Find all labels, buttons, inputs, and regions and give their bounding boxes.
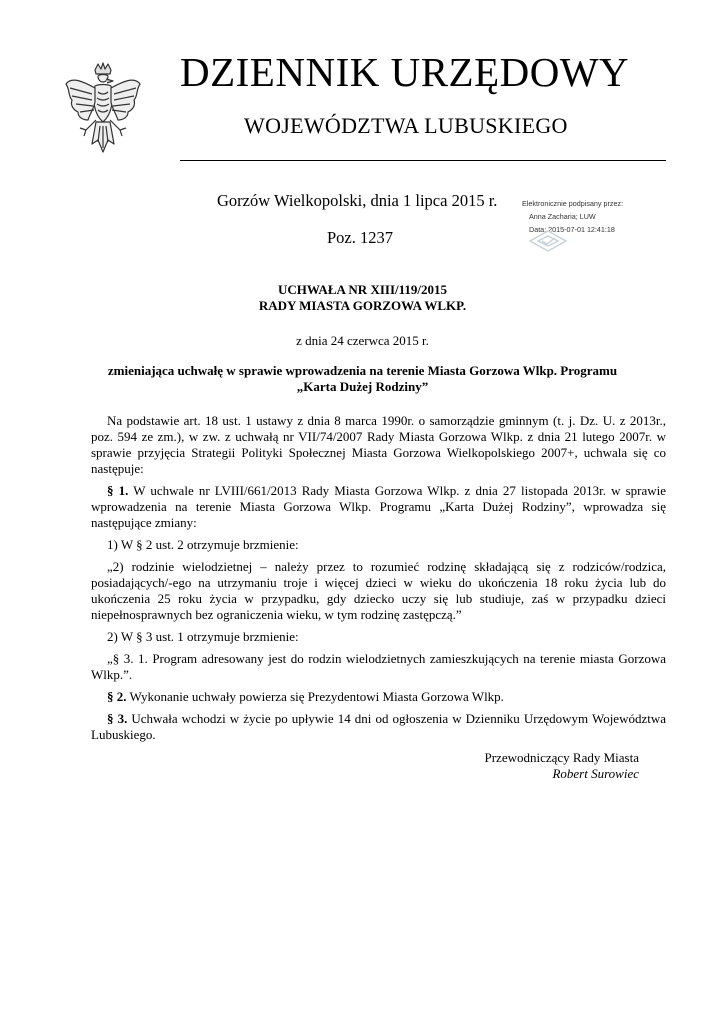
paragraph-3-label: § 3. [107,711,128,726]
paragraph-1-label: § 1. [107,483,129,498]
resolution-date: z dnia 24 czerwca 2015 r. [296,333,429,348]
resolution-number: UCHWAŁA NR XIII/119/2015 [277,282,448,297]
change-2-text: „§ 3. 1. Program adresowany jest do rodzin wielodzietnych zamieszkujących na terenie miasta Gorzowa Wlkp.”. [91,651,666,682]
journal-title: DZIENNIK URZĘDOWY [180,49,630,95]
change-2-intro: 2) W § 3 ust. 1 otrzymuje brzmienie: [107,629,299,644]
paragraph-1 [91,483,666,531]
paragraph-3 [91,711,666,743]
signatory-name: Robert Surowiec [552,766,639,781]
paragraph-3-text: Uchwała wchodzi w życie po upływie 14 dni od ogłoszenia w Dzienniku Urzędowym Województwa Lubuskiego. [91,711,666,742]
resolution-subject-line1: zmieniająca uchwałę w sprawie wprowadzenia na terenie Miasta Gorzowa Wlkp. Programu [107,363,618,378]
position-number: Poz. 1237 [327,228,393,247]
resolution-subject-line2: „Karta Dużej Rodziny” [296,379,429,394]
paragraph-2-label: § 2. [107,689,127,704]
paragraph-2-text: Wykonanie uchwały powierza się Prezydentowi Miasta Gorzowa Wlkp. [126,689,504,704]
resolution-content [91,413,666,749]
signatory-block [380,750,639,782]
change-1-intro: 1) W § 2 ust. 2 otrzymuje brzmienie: [107,537,299,552]
e-signature-label: Elektronicznie podpisany przez: [522,199,624,208]
e-signature-signer: Anna Zacharia; LUW [529,212,596,221]
resolution-heading [60,282,665,314]
polish-eagle-emblem-icon [62,62,144,162]
resolution-subject [60,363,665,395]
header-divider [180,160,666,161]
signatory-role: Przewodniczący Rady Miasta [484,750,639,765]
change-1-text: „2) rodzinie wielodzietnej – należy przez to rozumieć rodzinę składającą się z rodziców/rodzica, posiadających/-ego na utrzymaniu troje i więcej dzieci w wieku do ukończenia 18 roku życia lub do ukończenia 25 roku życia w przypadku, gdy dziecko uczy się lub studiuje, zaś w przypadku dzieci niepełnosprawnych bez ograniczenia wieku, w tym rodzinę zastępczą.” [91,559,666,622]
place-and-date: Gorzów Wielkopolski, dnia 1 lipca 2015 r. [217,191,498,210]
e-signature-date: Data: 2015-07-01 12:41:18 [529,225,615,234]
journal-subtitle: WOJEWÓDZTWA LUBUSKIEGO [244,113,568,138]
preamble-paragraph: Na podstawie art. 18 ust. 1 ustawy z dnia 8 marca 1990r. o samorządzie gminnym (t. j. Dz. U. z 2013r., poz. 594 ze zm.), w zw. z uchwałą nr VII/74/2007 Rady Miasta Gorzowa Wlkp. z dnia 21 lutego 2007r. w sprawie przyjęcia Strategii Polityki Społecznej Miasta Gorzowa Wielkopolskiego 2007+, uchwala się co następuje: [91,413,666,476]
signature-check-icon [528,228,568,254]
resolution-body: RADY MIASTA GORZOWA WLKP. [258,298,467,313]
paragraph-2 [91,689,666,705]
paragraph-1-text: W uchwale nr LVIII/661/2013 Rady Miasta Gorzowa Wlkp. z dnia 27 listopada 2013r. w sprawie wprowadzenia na terenie Miasta Gorzowa Wlkp. Programu „Karta Dużej Rodziny”, wprowadza się następujące zmiany: [91,483,667,530]
